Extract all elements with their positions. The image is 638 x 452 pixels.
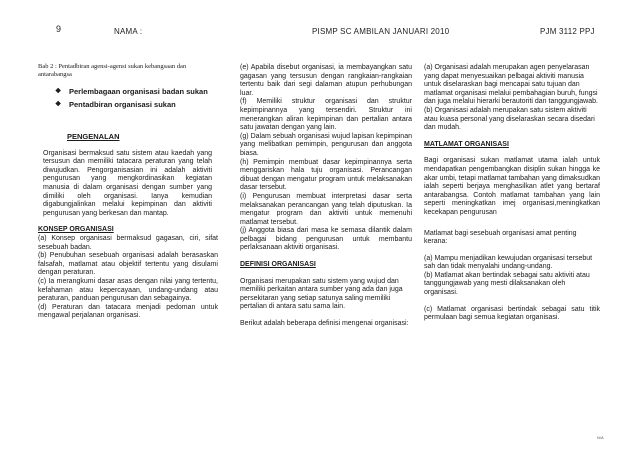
page-number: 9 [56,24,62,34]
footer-mark: N/A [597,435,604,440]
section-heading-definisi: DEFINISI ORGANISASI [240,261,316,269]
list-item: (c) Matlamat organisasi bertindak sebagai satu titik permulaan bagi semua kegiatan organisasi. [424,305,600,322]
column-right [424,64,600,323]
section-heading-matlamat: MATLAMAT ORGANISASI [424,140,509,148]
list-item: (g) Dalam sebuah organisasi wujud lapisan kepimpinan yang melibatkan pemimpin, pengurusan dan anggota biasa. [240,132,412,157]
section-heading-pengenalan: PENGENALAN [67,132,120,141]
matlamat-paragraph: Bagi organisasi sukan matlamat utama ialah untuk mendapatkan pengembangkan disiplin sukan hingga ke akar umbi, tetapi matlamat tambahan yang dimaksudkan ialah seperti berjaya menghasilkan atlet yang bertaraf antarabangsa. Contoh matlamat tambahan yang lain seperti meningkatkan imej organisasi,meningkatkan kecekapan pengurusan [424,157,600,216]
list-item: (b) Matlamat akan bertindak sebagai satu aktiviti atau tanggungjawab yang mesti dilaksanakan oleh organisasi. [424,271,590,297]
list-item: (h) Pemimpin membuat dasar kepimpinannya serta menggariskan hala tuju organisasi. Perancangan dibuat dengan mengatur program untuk melaksanakan dasar tersebut. [240,158,412,192]
list-item: (b) Organisasi adalah merupakan satu sistem aktiviti atau kuasa personal yang diselaraskan secara disedari dan mudah. [424,106,595,132]
pengenalan-paragraph: Organisasi bermaksud satu sistem atau kaedah yang tersusun dan memiliki tatacara peraturan yang telah diwujudkan. Pengorganisasian ini adalah aktiviti pengurusan yang mengkordinasikan kegiatan manusia di dalam organisasi dengan sumber yang dimiliki oleh organisasi. Ianya kemudian digabungjalinkan melalui kepimpinan dan aktiviti pengurusan yang berkesan dan mantap. [43,149,212,217]
list-item: (a) Organisasi adalah merupakan agen penyelarasan yang dapat menyesuaikan pelbagai aktiviti manusia untuk diselaraskan bagi mencapai satu tujuan dan matlamat organisasi melalui pembahagian buruh, fungsi dan juga melalui hierarki berautoriti dan tanggungjawab. [424,64,598,106]
berikut-paragraph: Berikut adalah beberapa definisi mengenai organisasi: [240,320,409,328]
list-item: (j) Anggota biasa dari masa ke semasa dilantik dalam pelbagai bidang pengurusan untuk membantu perlaksanaan aktiviti organisasi. [240,227,412,252]
list-item: (b) Penubuhan sesebuah organisasi adalah berasaskan falsafah, matlamat atau objektif tertentu yang disulami dengan peraturan. [38,252,218,277]
list-item: (a) Mampu menjadikan kewujudan organisasi tersebut sah dan tidak menyalahi undang-undang. [424,254,593,271]
list-item: (i) Pengurusan membuat interpretasi dasar serta melaksanakan perancangan yang telah diputuskan. Ia mengatur program dan aktiviti untuk memenuhi matlamat tersebut. [240,192,412,226]
bullet-item: ❖ Pentadbiran organisasi sukan [55,100,176,109]
list-item: (a) Konsep organisasi bermaksud gagasan, ciri, sifat sesebuah badan. [38,234,218,251]
course-code: PJM 3112 PPJ [540,27,595,36]
section-heading-konsep: KONSEP ORGANISASI [38,226,114,234]
definisi-paragraph: Organisasi merupakan satu sistem yang wujud dan memiliki perkaitan antara sumber yang ada dan juga persekitaran yang setiap satunya saling memiliki pertalian di antara satu sama lain. [240,277,403,311]
list-item: (e) Apabila disebut organisasi, ia membayangkan satu gagasan yang tersusun dengan rangkaian-rangkaian tertentu baik dari segi dalaman atupun perhubungan luar. [240,64,412,97]
list-item: (c) Ia merangkumi dasar asas dengan nilai yang tertentu, kefahaman atau kepercayaan, undang-undang atau peraturan, panduan pengurusan dan sebagainya. [38,277,218,303]
exam-title: PISMP SC AMBILAN JANUARI 2010 [312,27,450,36]
penting-intro: Matlamat bagi sesebuah organisasi amat penting kerana: [424,229,577,246]
list-item: (f) Memiliki struktur organisasi dan struktur kepimpinannya yang tersendiri. Struktur ini menerangkan aliran kepimpinan dan pertalian antara satu jawatan dengan yang lain. [240,98,412,132]
diamond-bullet-icon: ❖ [55,88,62,95]
chapter-intro: Bab 2 : Pentadbiran agensi-agensi sukan kebangsaan dan antarabangsa [38,63,187,78]
column-middle [240,64,412,329]
diamond-bullet-icon: ❖ [55,101,62,108]
column-left [38,63,218,321]
list-item: (d) Peraturan dan tatacara menjadi pedoman untuk mengawal perjalanan organisasi. [38,303,218,320]
name-label: NAMA : [114,27,143,36]
bullet-item: ❖ Perlembagaan organisasi badan sukan [55,87,208,96]
